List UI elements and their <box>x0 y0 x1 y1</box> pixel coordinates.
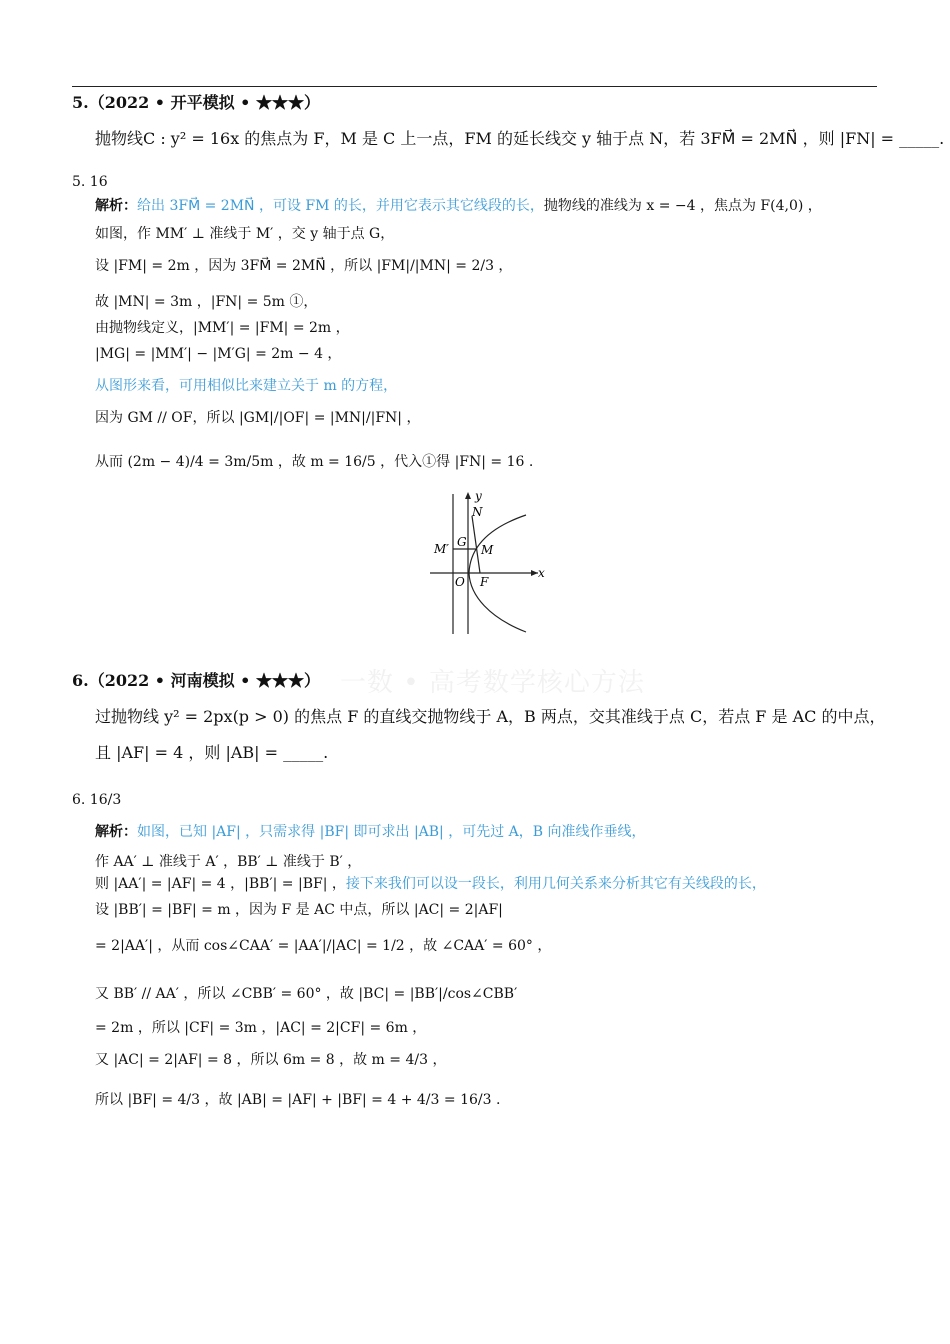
solution-text: 则 |AA′| = |AF| = 4 ，|BB′| = |BF| ， <box>95 876 346 892</box>
solution-label: 解析： <box>95 198 137 214</box>
solution-hint: 接下来我们可以设一段长，利用几何关系来分析其它有关线段的长， <box>345 876 766 892</box>
problem-6-header: 6.（2022 • 河南模拟 • ★★★） <box>72 671 320 690</box>
problem-5-statement: 抛物线C : y² = 16x 的焦点为 F，M 是 C 上一点，FM 的延长线交 y 轴于点 N，若 3FM⃗ = 2MN⃗ ，则 |FN| = _____. <box>95 129 945 148</box>
solution-6-line-7: = 2m ，所以 |CF| = 3m ，|AC| = 2|CF| = 6m ， <box>95 1020 427 1036</box>
solution-6-line-9: 所以 |BF| = 4/3 ，故 |AB| = |AF| + |BF| = 4 + 4/3 = 16/3 . <box>95 1092 501 1108</box>
problem-6-statement-2: 且 |AF| = 4 ，则 |AB| = _____. <box>95 743 329 762</box>
solution-text: 抛物线的准线为 x = −4 ，焦点为 F(4,0) ， <box>543 198 822 214</box>
label-g: G <box>457 535 467 549</box>
solution-6-line-4: 设 |BB′| = |BF| = m ，因为 F 是 AC 中点，所以 |AC| = 2|AF| <box>95 902 503 918</box>
solution-label: 解析： <box>95 824 137 840</box>
label-m: M <box>481 543 494 557</box>
problem-5-header: 5.（2022 • 开平模拟 • ★★★） <box>72 93 320 112</box>
top-rule <box>72 86 877 87</box>
label-m-prime: M′ <box>434 542 450 556</box>
solution-6-line-2: 作 AA′ ⊥ 准线于 A′ ，BB′ ⊥ 准线于 B′ ， <box>95 854 362 870</box>
label-y: y <box>475 489 482 503</box>
problem-6-answer: 6. 16/3 <box>72 792 122 808</box>
solution-5-line-1 <box>95 196 822 216</box>
solution-5-line-5: 由抛物线定义，|MM′| = |FM| = 2m ， <box>95 320 350 336</box>
solution-5-line-3: 设 |FM| = 2m ，因为 3FM⃗ = 2MN⃗ ，所以 |FM|/|MN| = 2/3 ， <box>95 258 513 274</box>
label-x: x <box>538 566 545 580</box>
solution-hint: 给出 3FM⃗ = 2MN⃗ ，可设 FM 的长，并用它表示其它线段的长， <box>137 198 544 214</box>
solution-5-line-4: 故 |MN| = 3m ，|FN| = 5m ①， <box>95 294 318 310</box>
label-f: F <box>480 575 489 589</box>
solution-5-line-9: 从而 (2m − 4)/4 = 3m/5m ，故 m = 16/5 ，代入①得 |FN| = 16 . <box>95 454 534 470</box>
problem-5-answer: 5. 16 <box>72 174 108 190</box>
solution-6-line-8: 又 |AC| = 2|AF| = 8 ，所以 6m = 8 ，故 m = 4/3 ， <box>95 1052 447 1068</box>
x-axis-arrow <box>531 570 538 576</box>
y-axis-arrow <box>465 492 471 499</box>
solution-5-line-8: 因为 GM // OF，所以 |GM|/|OF| = |MN|/|FN| ， <box>95 410 421 426</box>
solution-5-line-2: 如图，作 MM′ ⊥ 准线于 M′ ，交 y 轴于点 G， <box>95 226 395 242</box>
problem-6-statement-1: 过抛物线 y² = 2px(p > 0) 的焦点 F 的直线交抛物线于 A，B 两点，交其准线于点 C，若点 F 是 AC 的中点， <box>95 707 886 726</box>
solution-6-line-1 <box>95 822 646 842</box>
watermark: 一数 • 高考数学核心方法 <box>340 668 645 698</box>
solution-6-line-5: = 2|AA′| ，从而 cos∠CAA′ = |AA′|/|AC| = 1/2 ，故 ∠CAA′ = 60° ， <box>95 938 552 954</box>
label-o: O <box>455 575 465 589</box>
solution-6-line-6: 又 BB′ // AA′ ，所以 ∠CBB′ = 60° ，故 |BC| = |BB′|/cos∠CBB′ <box>95 986 518 1002</box>
solution-5-line-7: 从图形来看，可用相似比来建立关于 m 的方程， <box>95 378 398 394</box>
parabola-figure <box>424 488 554 638</box>
label-n: N <box>472 505 483 519</box>
solution-hint: 如图，已知 |AF| ，只需求得 |BF| 即可求出 |AB| ，可先过 A，B 向准线作垂线， <box>137 824 646 840</box>
solution-6-line-3 <box>95 874 766 894</box>
solution-5-line-6: |MG| = |MM′| − |M′G| = 2m − 4 ， <box>95 346 342 362</box>
